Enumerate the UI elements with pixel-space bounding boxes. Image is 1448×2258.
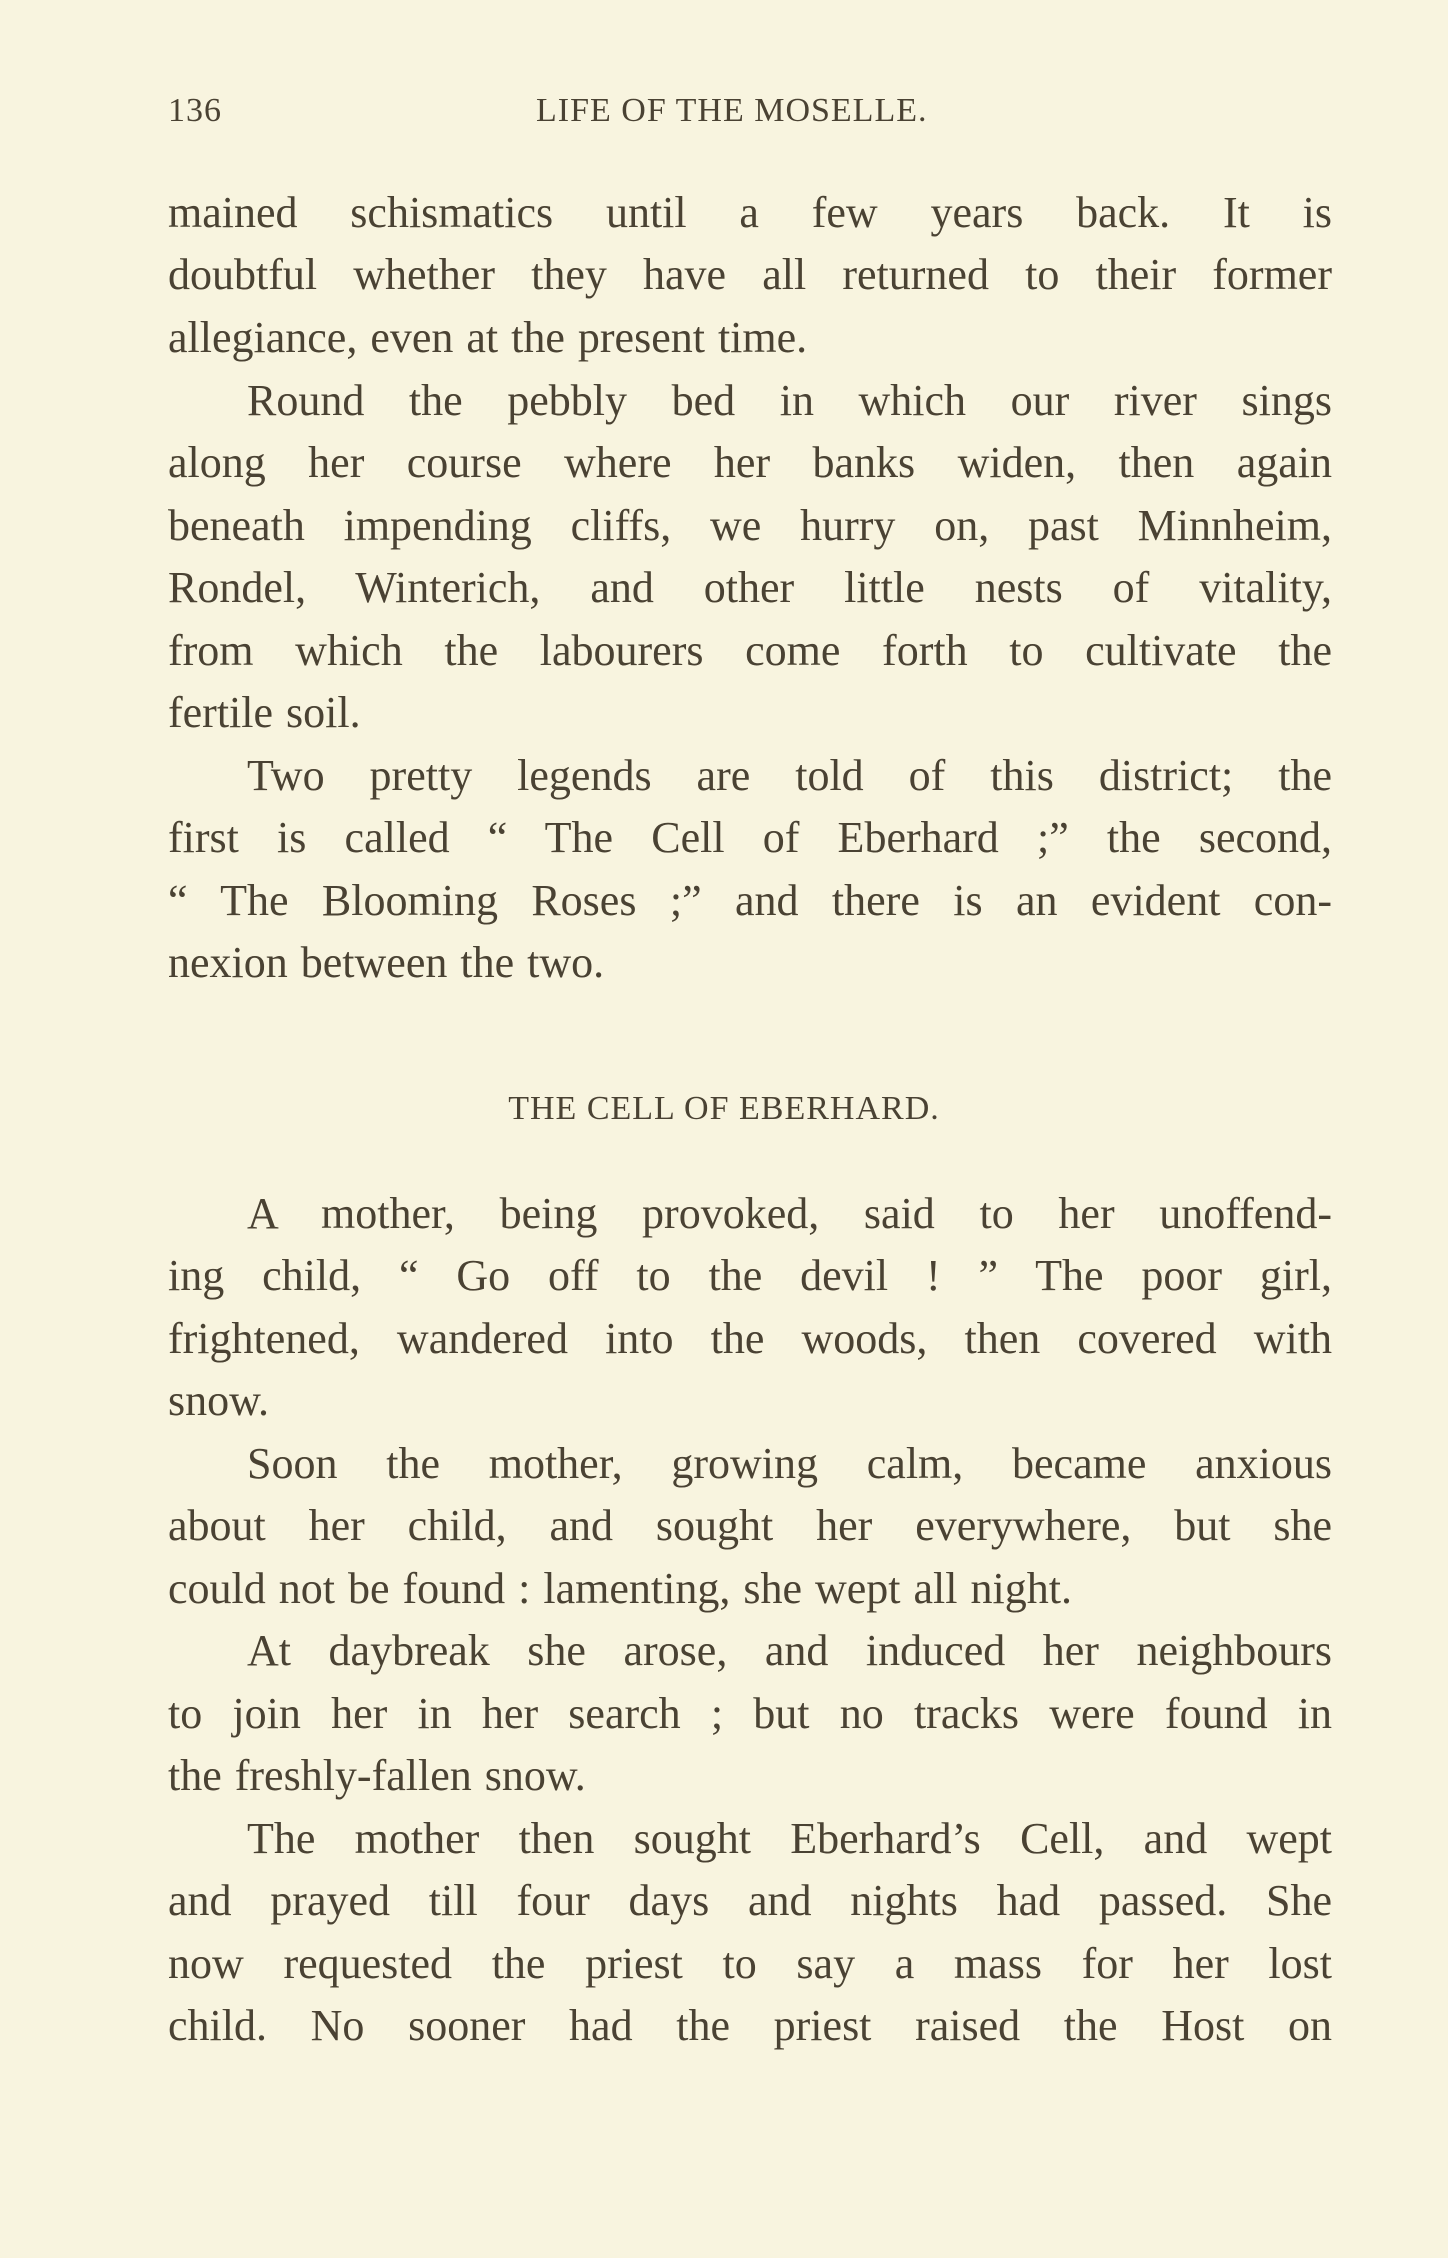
text-line: “ The Blooming Roses ;” and there is an evident con- [168, 876, 1332, 925]
text-line: and prayed till four days and nights had passed. She [168, 1876, 1332, 1925]
text-line: nexion between the two. [168, 938, 605, 987]
text-line: the freshly-fallen snow. [168, 1751, 586, 1800]
text-line: allegiance, even at the present time. [168, 313, 808, 362]
text-line: child. No sooner had the priest raised the Host on [168, 2001, 1332, 2050]
section-heading: THE CELL OF EBERHARD. [508, 1090, 940, 1127]
text-line: The mother then sought Eberhard’s Cell, and wept [247, 1814, 1332, 1863]
text-line: beneath impending cliffs, we hurry on, past Minnheim, [168, 501, 1332, 550]
running-title: LIFE OF THE MOSELLE. [536, 92, 928, 129]
text-line: to join her in her search ; but no tracks were found in [168, 1689, 1332, 1738]
text-line: doubtful whether they have all returned to their former [168, 250, 1332, 299]
text-line: Soon the mother, growing calm, became anxious [247, 1439, 1332, 1488]
text-line: A mother, being provoked, said to her unoffend- [247, 1189, 1332, 1238]
text-line: along her course where her banks widen, then again [168, 438, 1332, 487]
text-line: At daybreak she arose, and induced her neighbours [247, 1626, 1332, 1675]
text-line: ing child, “ Go off to the devil ! ” The poor girl, [168, 1251, 1332, 1300]
text-line: first is called “ The Cell of Eberhard ;” the second, [168, 813, 1332, 862]
text-line: could not be found : lamenting, she wept all night. [168, 1564, 1072, 1613]
text-line: from which the labourers come forth to cultivate the [168, 626, 1332, 675]
text-line: snow. [168, 1376, 270, 1425]
text-line: now requested the priest to say a mass for her lost [168, 1939, 1332, 1988]
text-line: Two pretty legends are told of this district; the [247, 751, 1332, 800]
text-line: about her child, and sought her everywhere, but she [168, 1501, 1332, 1550]
text-line: Round the pebbly bed in which our river sings [247, 376, 1332, 425]
text-line: fertile soil. [168, 688, 361, 737]
text-line: mained schismatics until a few years back. It is [168, 188, 1332, 237]
text-line: Rondel, Winterich, and other little nests of vitality, [168, 563, 1332, 612]
text-line: frightened, wandered into the woods, then covered with [168, 1314, 1332, 1363]
page-number: 136 [168, 92, 222, 129]
